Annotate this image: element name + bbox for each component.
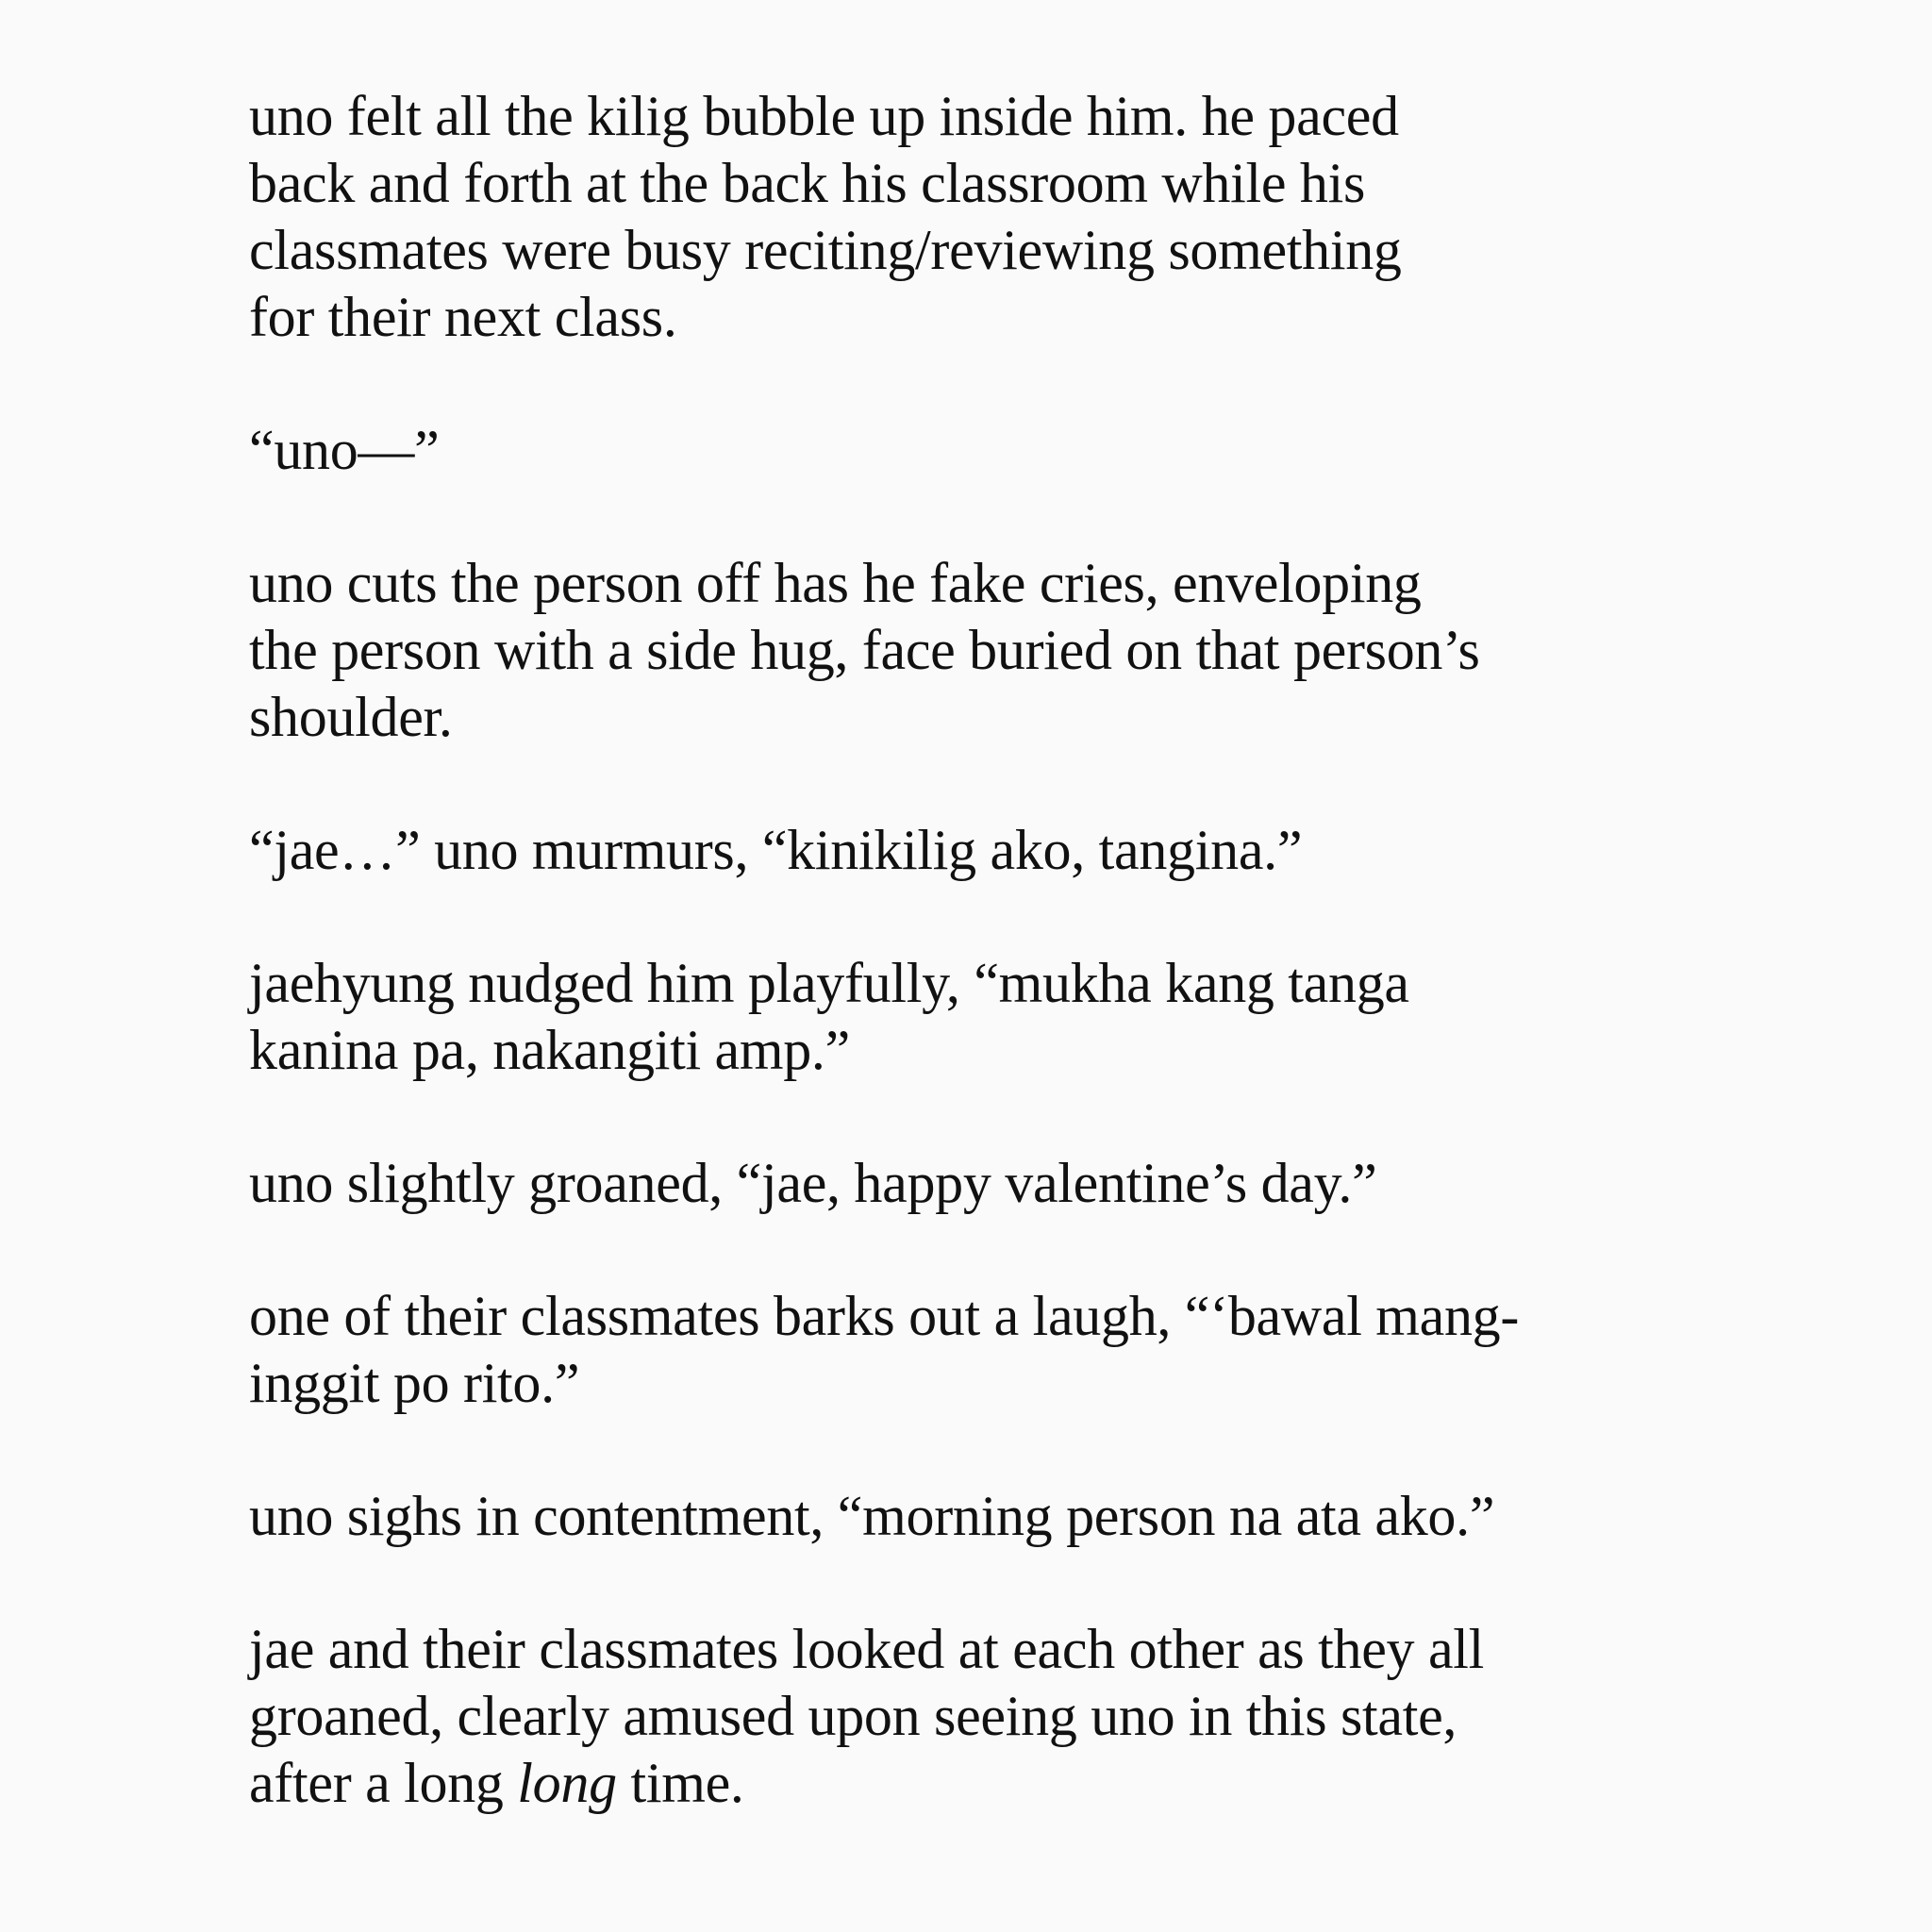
text-line: “uno—” <box>249 419 440 481</box>
text-line: the person with a side hug, face buried on that person’s <box>249 619 1480 681</box>
paragraph-6 <box>249 1150 1740 1217</box>
text-line: uno felt all the kilig bubble up inside him. he paced <box>249 85 1399 147</box>
text-fragment: time. <box>616 1752 744 1814</box>
text-line: uno cuts the person off has he fake cries, enveloping <box>249 552 1422 614</box>
text-line: inggit po rito.” <box>249 1352 580 1414</box>
story-text <box>249 83 1740 1883</box>
text-line: kanina pa, nakangiti amp.” <box>249 1019 850 1081</box>
text-fragment: after a long <box>249 1752 518 1814</box>
paragraph-1 <box>249 83 1740 351</box>
paragraph-8 <box>249 1483 1740 1550</box>
paragraph-2 <box>249 417 1740 484</box>
paragraph-3 <box>249 550 1740 751</box>
text-line: for their next class. <box>249 286 677 348</box>
text-line: “jae…” uno murmurs, “kinikilig ako, tangina.” <box>249 819 1303 881</box>
text-line: groaned, clearly amused upon seeing uno in this state, <box>249 1685 1457 1747</box>
emphasis-text: long <box>517 1752 617 1814</box>
paragraph-4 <box>249 817 1740 884</box>
text-line: one of their classmates barks out a laugh, “‘bawal mang- <box>249 1285 1520 1347</box>
text-line: classmates were busy reciting/reviewing something <box>249 219 1402 281</box>
text-line: shoulder. <box>249 686 453 748</box>
paragraph-9 <box>249 1616 1740 1817</box>
text-line: jaehyung nudged him playfully, “mukha kang tanga <box>249 952 1409 1014</box>
text-line: jae and their classmates looked at each other as they all <box>249 1618 1485 1680</box>
text-line: back and forth at the back his classroom while his <box>249 152 1366 214</box>
text-line-final <box>249 1750 1740 1817</box>
text-line: uno slightly groaned, “jae, happy valentine’s day.” <box>249 1152 1377 1214</box>
paragraph-5 <box>249 950 1740 1084</box>
text-line: uno sighs in contentment, “morning person na ata ako.” <box>249 1485 1495 1547</box>
paragraph-7 <box>249 1283 1740 1417</box>
